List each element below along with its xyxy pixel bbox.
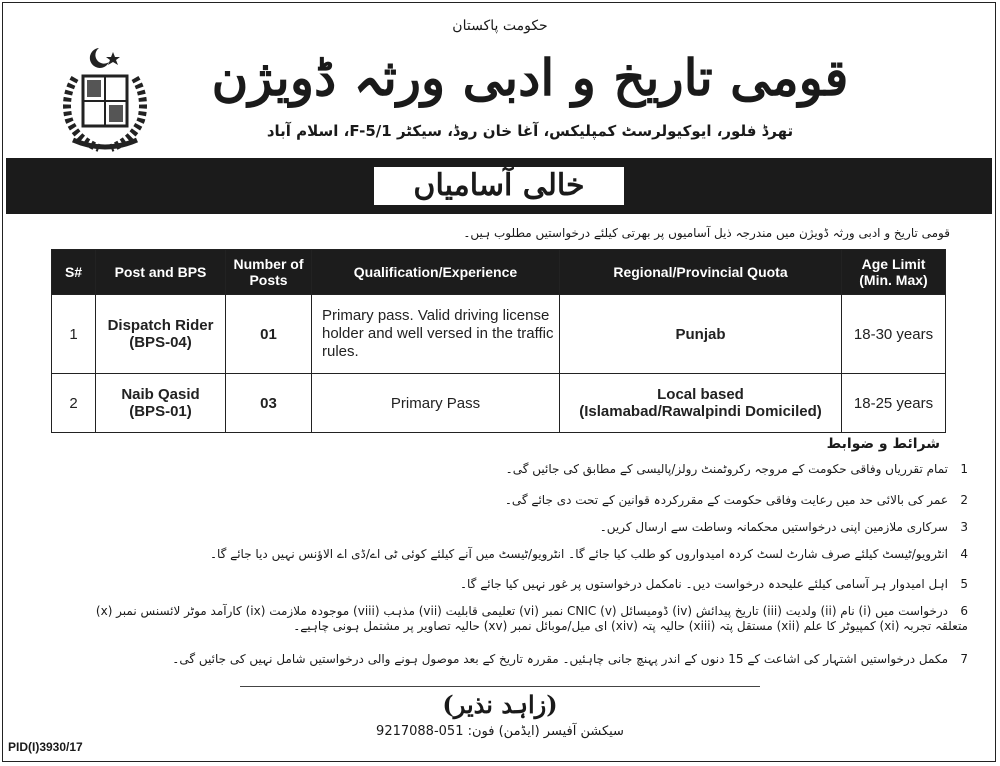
column-header: Age Limit (Min. Max) bbox=[842, 250, 946, 295]
quota-cell bbox=[560, 374, 842, 433]
table-row bbox=[52, 374, 946, 433]
government-label: حکومت پاکستان bbox=[452, 18, 548, 34]
term-text: انٹرویو/ٹیسٹ کیلئے صرف شارٹ لسٹ کردہ امیدواروں کو طلب کیا جائے گا۔ انٹرویو/ٹیسٹ میں آنے کیلئے کوئی ٹی اے/ڈی اے الاؤنس نہیں دیا جائے گا۔ bbox=[209, 547, 948, 561]
term-text: مکمل درخواستیں اشتہار کی اشاعت کے 15 دنوں کے اندر پہنچ جانی چاہئیں۔ مقررہ تاریخ کے بعد موصول ہونے والی درخواستیں شامل نہیں کی جائیں گی۔ bbox=[172, 652, 948, 666]
term-text: اہل امیدوار ہر آسامی کیلئے علیحدہ درخواست دیں۔ نامکمل درخواستوں پر غور نہیں کیا جائے گا۔ bbox=[459, 577, 948, 591]
quota-detail: (Islamabad/Rawalpindi Domiciled) bbox=[579, 403, 822, 420]
column-header: Qualification/Experience bbox=[312, 250, 560, 295]
term-item bbox=[68, 604, 968, 634]
vacancies-banner bbox=[6, 158, 992, 214]
banner-text: خالی آسامیاں bbox=[374, 167, 624, 205]
term-text: سرکاری ملازمین اپنی درخواستیں محکمانہ وساطت سے ارسال کریں۔ bbox=[599, 520, 948, 534]
term-number: 3 bbox=[960, 520, 968, 534]
term-number: 1 bbox=[960, 462, 968, 476]
term-number: 4 bbox=[960, 547, 968, 561]
term-item bbox=[68, 577, 968, 592]
posts-count-cell: 01 bbox=[226, 295, 312, 374]
term-number: 2 bbox=[960, 493, 968, 507]
term-item bbox=[68, 462, 968, 477]
signature-divider bbox=[240, 686, 760, 687]
term-item bbox=[68, 547, 968, 562]
posts-count-cell: 03 bbox=[226, 374, 312, 433]
column-header: Regional/Provincial Quota bbox=[560, 250, 842, 295]
age-cell: 18-25 years bbox=[842, 374, 946, 433]
serial-cell: 2 bbox=[52, 374, 96, 433]
table-row bbox=[52, 295, 946, 374]
column-header: Number of Posts bbox=[226, 250, 312, 295]
term-number: 6 bbox=[960, 604, 968, 618]
page-title: قومی تاریخ و ادبی ورثہ ڈویژن bbox=[211, 48, 849, 107]
signatory-office: سیکشن آفیسر (ایڈمن) فون: 051-9217088 bbox=[376, 724, 624, 739]
quota-text: Local based bbox=[657, 386, 744, 403]
post-cell bbox=[96, 374, 226, 433]
quota-text: Punjab bbox=[675, 325, 726, 343]
post-cell bbox=[96, 295, 226, 374]
term-text: عمر کی بالائی حد میں رعایت وفاقی حکومت کے مقررکردہ قوانین کے تحت دی جائے گی۔ bbox=[504, 493, 948, 507]
government-emblem-icon bbox=[55, 42, 155, 162]
column-header: Post and BPS bbox=[96, 250, 226, 295]
signatory-name: (زاہد نذیر) bbox=[442, 690, 558, 719]
terms-heading: شرائط و ضوابط bbox=[826, 436, 940, 452]
intro-text: قومی تاریخ و ادبی ورثہ ڈویژن میں مندرجہ ذیل آسامیوں پر بھرتی کیلئے درخواستیں مطلوب ہیں۔ bbox=[463, 226, 950, 240]
qualification-cell: Primary Pass bbox=[312, 374, 560, 433]
quota-cell bbox=[560, 295, 842, 374]
vacancy-table bbox=[51, 249, 946, 433]
post-name: Naib Qasid bbox=[121, 386, 200, 403]
term-item bbox=[68, 493, 968, 508]
term-item bbox=[68, 652, 968, 667]
term-number: 5 bbox=[960, 577, 968, 591]
table-header-row bbox=[52, 250, 946, 295]
post-bps: (BPS-04) bbox=[129, 334, 192, 351]
term-text: تمام تقرریاں وفاقی حکومت کے مروجہ رکروٹمنٹ رولز/پالیسی کے مطابق کی جائیں گی۔ bbox=[505, 462, 948, 476]
pid-number: PID(I)3930/17 bbox=[8, 740, 83, 754]
post-bps: (BPS-01) bbox=[129, 403, 192, 420]
age-cell: 18-30 years bbox=[842, 295, 946, 374]
post-name: Dispatch Rider bbox=[107, 317, 214, 334]
column-header: S# bbox=[52, 250, 96, 295]
term-number: 7 bbox=[960, 652, 968, 666]
term-text: درخواست میں (i) نام (ii) ولدیت (iii) تاریخ پیدائش (iv) ڈومیسائل (v) CNIC نمبر (vi) تعلیمی قابلیت (vii) مذہب (viii) موجودہ ملازمت (ix) کارآمد موٹر لائسنس نمبر (x) متعلقہ تجربہ (xi) کمپیوٹر کا علم (xii) مستقل پتہ (xiii) حالیہ پتہ (xiv) ای میل/موبائل نمبر (xv) حالیہ تصاویر پر مشتمل ہونی چاہیے۔ bbox=[95, 604, 968, 633]
address: تھرڈ فلور، ایوکیولرسٹ کمپلیکس، آغا خان روڈ، سیکٹر F-5/1، اسلام آباد bbox=[266, 122, 794, 140]
qualification-cell: Primary pass. Valid driving license holder and well versed in the traffic rules. bbox=[312, 295, 560, 374]
term-item bbox=[68, 520, 968, 535]
serial-cell: 1 bbox=[52, 295, 96, 374]
